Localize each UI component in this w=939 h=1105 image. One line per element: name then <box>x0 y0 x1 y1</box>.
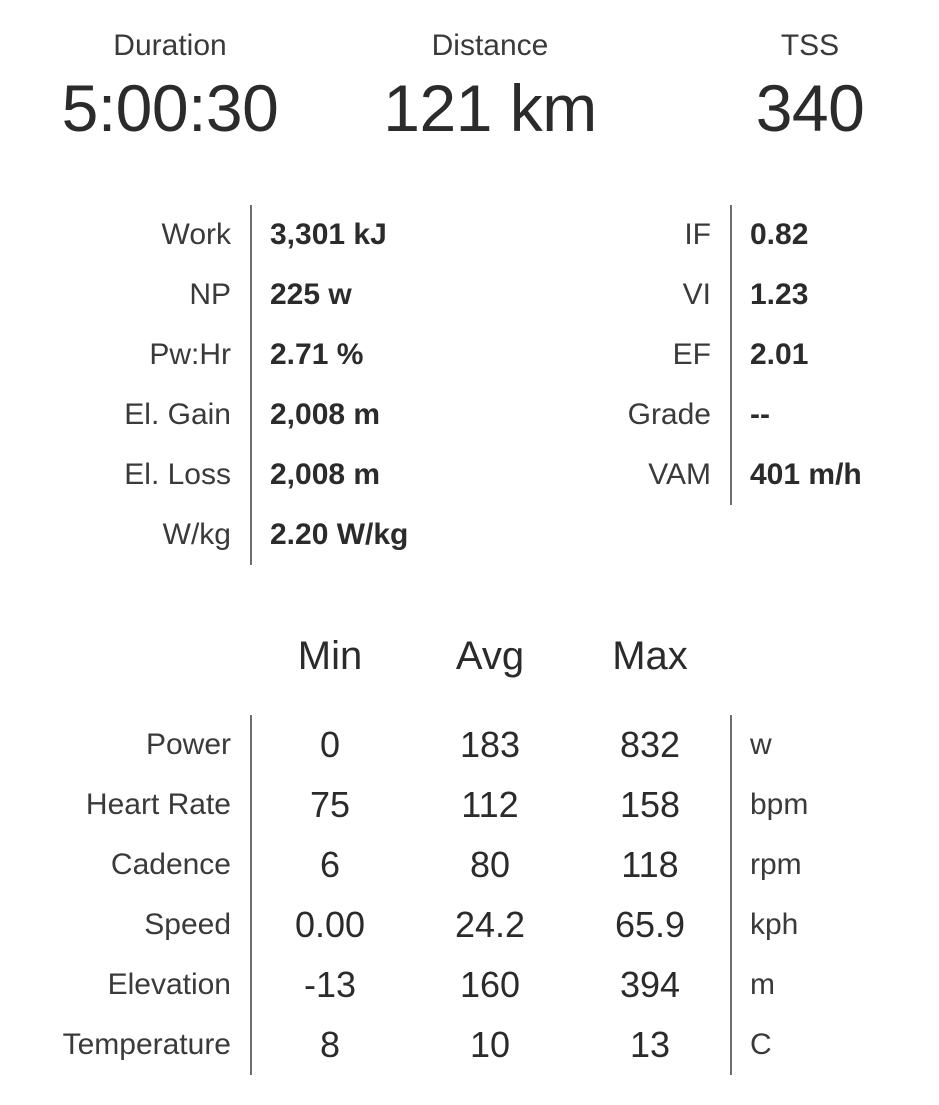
duration-value: 5:00:30 <box>61 71 279 145</box>
stats-header-min: Min <box>297 634 363 678</box>
metric-value-if: 0.82 <box>750 218 809 251</box>
metric-label-if: IF <box>684 218 711 251</box>
stats-label-heart-rate: Heart Rate <box>85 788 231 821</box>
stats-min-elevation: -13 <box>303 964 357 1005</box>
stats-unit-heart-rate: bpm <box>750 788 809 821</box>
metric-value-ef: 2.01 <box>750 338 809 371</box>
stats-unit-speed: kph <box>750 908 799 941</box>
metric-label-vam: VAM <box>648 458 711 491</box>
metric-value-grade: -- <box>750 398 770 431</box>
stats-max-power: 832 <box>619 724 681 765</box>
metric-label-grade: Grade <box>627 398 711 431</box>
stats-min-speed: 0.00 <box>294 904 366 945</box>
stats-avg-cadence: 80 <box>469 844 511 885</box>
stats-label-elevation: Elevation <box>107 968 231 1001</box>
stats-min-cadence: 6 <box>319 844 341 885</box>
metric-label-ef: EF <box>672 338 711 371</box>
metric-value-vi: 1.23 <box>750 278 809 311</box>
stats-header-avg: Avg <box>455 634 525 678</box>
stats-min-temperature: 8 <box>319 1024 341 1065</box>
metric-value-el-loss: 2,008 m <box>270 458 381 491</box>
distance-value: 121 km <box>383 71 597 145</box>
metrics-right-divider <box>730 205 732 505</box>
metrics-left-divider <box>250 205 252 565</box>
stats-min-power: 0 <box>319 724 341 765</box>
duration-label: Duration <box>113 29 227 62</box>
stats-avg-heart-rate: 112 <box>461 784 519 825</box>
stats-avg-elevation: 160 <box>459 964 521 1005</box>
stats-max-temperature: 13 <box>629 1024 671 1065</box>
metric-label-el-loss: El. Loss <box>124 458 231 491</box>
stats-unit-temperature: C <box>750 1028 772 1061</box>
stats-avg-speed: 24.2 <box>454 904 526 945</box>
stats-header-max: Max <box>612 634 688 678</box>
stats-max-heart-rate: 158 <box>619 784 681 825</box>
stats-unit-cadence: rpm <box>750 848 802 881</box>
stats-left-divider <box>250 715 252 1075</box>
metric-value-wkg: 2.20 W/kg <box>270 518 409 551</box>
tss-label: TSS <box>780 29 840 62</box>
metric-label-work: Work <box>161 218 231 251</box>
stats-avg-power: 183 <box>459 724 521 765</box>
stats-max-cadence: 118 <box>621 844 679 885</box>
metric-label-np: NP <box>189 278 231 311</box>
stats-right-divider <box>730 715 732 1075</box>
stats-unit-power: w <box>750 728 772 761</box>
stats-unit-elevation: m <box>750 968 775 1001</box>
stats-max-elevation: 394 <box>619 964 681 1005</box>
metric-label-el-gain: El. Gain <box>124 398 231 431</box>
stats-max-speed: 65.9 <box>614 904 686 945</box>
stats-avg-temperature: 10 <box>469 1024 511 1065</box>
stats-label-power: Power <box>145 728 231 761</box>
distance-label: Distance <box>431 29 549 62</box>
metric-value-pwhr: 2.71 % <box>270 338 364 371</box>
metric-value-el-gain: 2,008 m <box>270 398 381 431</box>
stats-label-speed: Speed <box>144 908 231 941</box>
metric-value-vam: 401 m/h <box>750 458 862 491</box>
metric-label-pwhr: Pw:Hr <box>149 338 231 371</box>
stats-label-temperature: Temperature <box>62 1028 231 1061</box>
metric-value-np: 225 w <box>270 278 352 311</box>
metric-value-work: 3,301 kJ <box>270 218 387 251</box>
metric-label-vi: VI <box>682 278 711 311</box>
tss-value: 340 <box>755 71 865 145</box>
metric-label-wkg: W/kg <box>162 518 231 551</box>
stats-min-heart-rate: 75 <box>309 784 351 825</box>
stats-label-cadence: Cadence <box>110 848 231 881</box>
